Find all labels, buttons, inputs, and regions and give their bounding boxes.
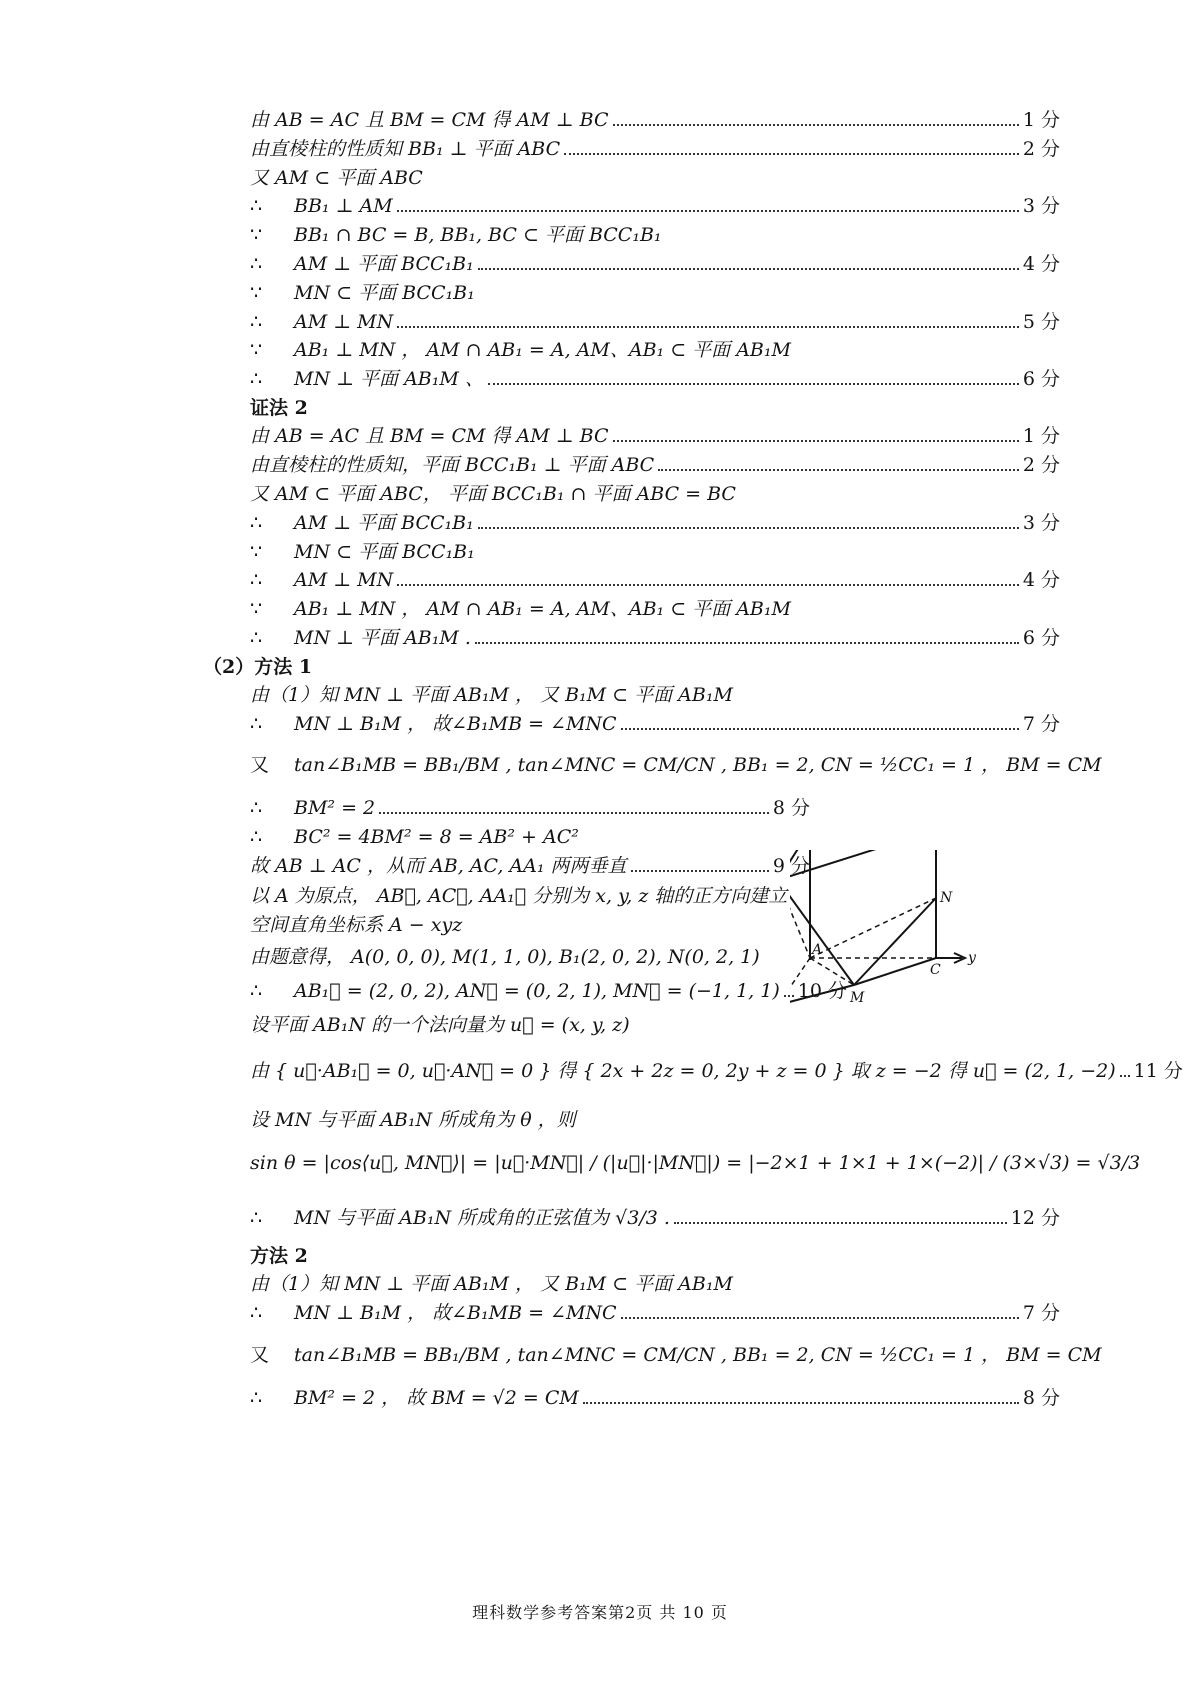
proof1-line-4: ∴ BB₁ ⊥ AM 3 分: [250, 195, 1060, 217]
proof1-line-1: 由 AB = AC 且 BM = CM 得 AM ⊥ BC 1 分: [250, 109, 1060, 131]
label-c: C: [930, 962, 941, 978]
proof1-line-5: ∵ BB₁ ∩ BC = B, BB₁, BC ⊂ 平面 BCC₁B₁: [250, 224, 662, 246]
method1-line-5: ∴ BC² = 4BM² = 8 = AB² + AC²: [250, 826, 579, 848]
proof1-line-2: 由直棱柱的性质知 BB₁ ⊥ 平面 ABC 2 分: [250, 138, 1060, 160]
method2-line-2: ∴ MN ⊥ B₁M ， 故∠B₁MB = ∠MNC 7 分: [250, 1302, 1060, 1324]
method1-line-14: sin θ = |cos⟨u⃗, MN⃗⟩| = |u⃗·MN⃗| / (|u⃗|·|MN⃗|) = |−2×1 + 1×1 + 1×(−2)| / (3×√3) = √3/3: [250, 1152, 1141, 1174]
proof1-line-10: ∴ MN ⊥ 平面 AB₁M 、 6 分: [250, 368, 1060, 390]
method1-line-7: 以 A 为原点， AB⃗, AC⃗, AA₁⃗ 分别为 x, y, z 轴的正方向建立: [250, 885, 788, 907]
method1-line-11: 设平面 AB₁N 的一个法向量为 u⃗ = (x, y, z): [250, 1014, 630, 1036]
proof2-line-4: ∴ AM ⊥ 平面 BCC₁B₁ 3 分: [250, 512, 1060, 534]
proof1-line-8: ∴ AM ⊥ MN 5 分: [250, 311, 1060, 333]
edge-b1-c1: [790, 850, 936, 880]
label-y: y: [968, 950, 976, 966]
proof1-line-3: 又 AM ⊂ 平面 ABC: [250, 167, 423, 189]
method1-line-10: ∴ AB₁⃗ = (2, 0, 2), AN⃗ = (0, 2, 1), MN⃗ = (−1, 1, 1) 10 分: [250, 980, 847, 1002]
method1-line-15: ∴ MN 与平面 AB₁N 所成角的正弦值为 √3/3 . 12 分: [250, 1207, 1060, 1229]
method1-line-8: 空间直角坐标系 A − xyz: [250, 914, 463, 936]
method2-line-4: ∴ BM² = 2 ， 故 BM = √2 = CM 8 分: [250, 1387, 1060, 1409]
page-footer: 理科数学参考答案第2页 共 10 页: [472, 1603, 728, 1622]
method1-line-1: 由（1）知 MN ⊥ 平面 AB₁M ， 又 B₁M ⊂ 平面 AB₁M: [250, 684, 733, 706]
method1-line-13: 设 MN 与平面 AB₁N 所成角为 θ ，则: [250, 1109, 576, 1131]
proof1-line-6: ∴ AM ⊥ 平面 BCC₁B₁ 4 分: [250, 253, 1060, 275]
method1-line-2: ∴ MN ⊥ B₁M ， 故∠B₁MB = ∠MNC 7 分: [250, 713, 1060, 735]
proof2-line-1: 由 AB = AC 且 BM = CM 得 AM ⊥ BC 1 分: [250, 425, 1060, 447]
segment-a-m-hidden: [810, 958, 854, 985]
method1-line-4: ∴ BM² = 2 8 分: [250, 797, 810, 819]
part2-title: （2）方法 1: [203, 656, 313, 678]
segment-a-n-hidden: [810, 898, 936, 958]
method2-line-1: 由（1）知 MN ⊥ 平面 AB₁M ， 又 B₁M ⊂ 平面 AB₁M: [250, 1273, 733, 1295]
method2-title: 方法 2: [250, 1245, 308, 1267]
proof2-title: 证法 2: [250, 397, 308, 419]
proof1-line-9: ∵ AB₁ ⊥ MN ， AM ∩ AB₁ = A, AM、AB₁ ⊂ 平面 AB₁M: [250, 339, 791, 361]
proof1-line-7: ∵ MN ⊂ 平面 BCC₁B₁: [250, 282, 475, 304]
method1-line-12: 由 { u⃗·AB₁⃗ = 0, u⃗·AN⃗ = 0 } 得 { 2x + 2z = 0, 2y + z = 0 } 取 z = −2 得 u⃗ = (2, 1, −2) 11 分: [250, 1060, 1183, 1082]
proof2-line-6: ∴ AM ⊥ MN 4 分: [250, 569, 1060, 591]
method2-line-3: 又 tan∠B₁MB = BB₁/BM , tan∠MNC = CM/CN , BB₁ = 2, CN = ½CC₁ = 1 ， BM = CM: [250, 1344, 1102, 1366]
edge-b-m: [790, 985, 854, 1005]
method1-line-9: 由题意得， A(0, 0, 0), M(1, 1, 0), B₁(2, 0, 2), N(0, 2, 1): [250, 946, 760, 968]
label-m: M: [850, 990, 865, 1006]
proof2-line-5: ∵ MN ⊂ 平面 BCC₁B₁: [250, 541, 475, 563]
method1-line-3: 又 tan∠B₁MB = BB₁/BM , tan∠MNC = CM/CN , BB₁ = 2, CN = ½CC₁ = 1 ， BM = CM: [250, 754, 1102, 776]
proof2-line-3: 又 AM ⊂ 平面 ABC， 平面 BCC₁B₁ ∩ 平面 ABC = BC: [250, 483, 736, 505]
prism-diagram: [790, 850, 1050, 1110]
label-n: N: [940, 890, 953, 906]
method1-line-6: 故 AB ⊥ AC ，从而 AB, AC, AA₁ 两两垂直 9 分: [250, 855, 810, 877]
proof2-line-8: ∴ MN ⊥ 平面 AB₁M . 6 分: [250, 627, 1060, 649]
proof2-line-7: ∵ AB₁ ⊥ MN ， AM ∩ AB₁ = A, AM、AB₁ ⊂ 平面 AB₁M: [250, 598, 791, 620]
proof2-line-2: 由直棱柱的性质知，平面 BCC₁B₁ ⊥ 平面 ABC 2 分: [250, 454, 1060, 476]
label-a: A: [812, 942, 823, 958]
